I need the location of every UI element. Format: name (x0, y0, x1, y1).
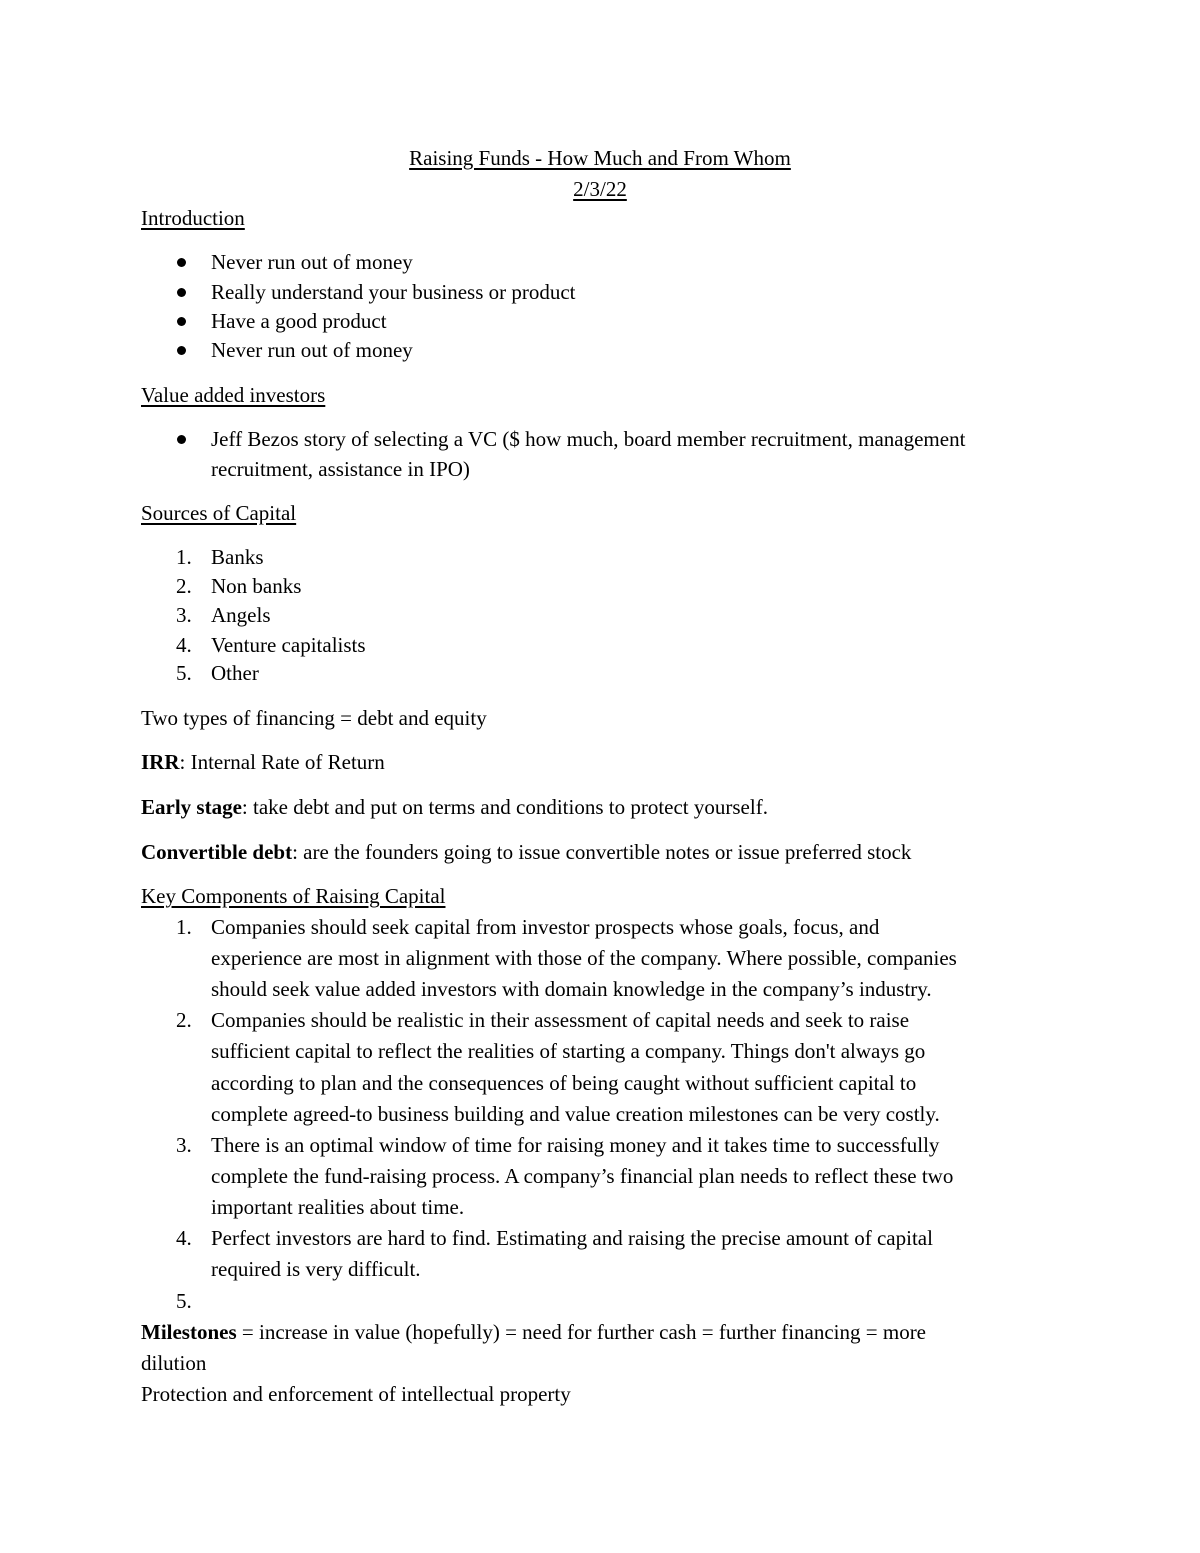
introduction-heading: Introduction (141, 206, 245, 230)
component-3-line-3: important realities about time. (211, 1195, 465, 1219)
intro-bullet-2: Really understand your business or product (211, 280, 576, 304)
irr-term: IRR (141, 750, 180, 774)
convertible-debt-definition: : are the founders going to issue convertible notes or issue preferred stock (292, 840, 912, 864)
financing-types-text: Two types of financing = debt and equity (141, 706, 487, 730)
list-number: 3. (176, 603, 192, 627)
early-stage-paragraph (141, 792, 768, 823)
convertible-debt-term: Convertible debt (141, 840, 293, 864)
list-number: 2. (176, 1008, 192, 1032)
component-2-line-1: Companies should be realistic in their assessment of capital needs and seek to raise (211, 1008, 910, 1032)
value-added-bullet-line-1: Jeff Bezos story of selecting a VC ($ how much, board member recruitment, management (211, 427, 966, 451)
value-added-bullet-line-2: recruitment, assistance in IPO) (211, 457, 470, 481)
component-3-line-1: There is an optimal window of time for raising money and it takes time to successfully (211, 1133, 940, 1157)
source-item-1: Banks (211, 545, 264, 569)
bullet-icon (177, 435, 186, 444)
source-item-5: Other (211, 661, 259, 685)
bullet-icon (177, 346, 186, 355)
document-title: Raising Funds - How Much and From Whom (409, 146, 791, 170)
intro-bullet-3: Have a good product (211, 309, 387, 333)
component-1-line-2: experience are most in alignment with those of the company. Where possible, companies (211, 946, 957, 970)
component-4-line-1: Perfect investors are hard to find. Estimating and raising the precise amount of capital (211, 1226, 933, 1250)
list-number: 1. (176, 915, 192, 939)
component-2-line-3: according to plan and the consequences of being caught without sufficient capital to (211, 1071, 917, 1095)
convertible-debt-paragraph (141, 837, 911, 868)
key-components-heading: Key Components of Raising Capital (141, 884, 446, 908)
list-number: 5. (176, 1289, 192, 1313)
irr-paragraph (141, 747, 385, 778)
source-item-2: Non banks (211, 574, 302, 598)
irr-definition: : Internal Rate of Return (179, 750, 385, 774)
milestones-definition: = increase in value (hopefully) = need for further cash = further financing = more (236, 1320, 927, 1344)
intro-bullet-4: Never run out of money (211, 338, 413, 362)
component-3-line-2: complete the fund-raising process. A company’s financial plan needs to reflect these two (211, 1164, 954, 1188)
source-item-4: Venture capitalists (211, 633, 366, 657)
list-number: 4. (176, 1226, 192, 1250)
early-stage-definition: : take debt and put on terms and conditions to protect yourself. (241, 795, 768, 819)
milestones-continuation: dilution (141, 1351, 207, 1375)
source-item-3: Angels (211, 603, 271, 627)
milestones-paragraph (141, 1317, 926, 1348)
bullet-icon (177, 288, 186, 297)
list-number: 4. (176, 633, 192, 657)
component-2-line-4: complete agreed-to business building and value creation milestones can be very costly. (211, 1102, 940, 1126)
bullet-icon (177, 317, 186, 326)
list-number: 3. (176, 1133, 192, 1157)
list-number: 5. (176, 661, 192, 685)
early-stage-term: Early stage (141, 795, 242, 819)
protection-text: Protection and enforcement of intellectual property (141, 1382, 571, 1406)
component-4-line-2: required is very difficult. (211, 1257, 421, 1281)
intro-bullet-1: Never run out of money (211, 250, 413, 274)
list-number: 1. (176, 545, 192, 569)
component-1-line-3: should seek value added investors with domain knowledge in the company’s industry. (211, 977, 932, 1001)
component-2-line-2: sufficient capital to reflect the realities of starting a company. Things don't always go (211, 1039, 926, 1063)
bullet-icon (177, 258, 186, 267)
sources-heading: Sources of Capital (141, 501, 297, 525)
milestones-term: Milestones (141, 1320, 237, 1344)
component-1-line-1: Companies should seek capital from investor prospects whose goals, focus, and (211, 915, 880, 939)
document-date: 2/3/22 (573, 177, 627, 201)
list-number: 2. (176, 574, 192, 598)
value-added-heading: Value added investors (141, 383, 326, 407)
